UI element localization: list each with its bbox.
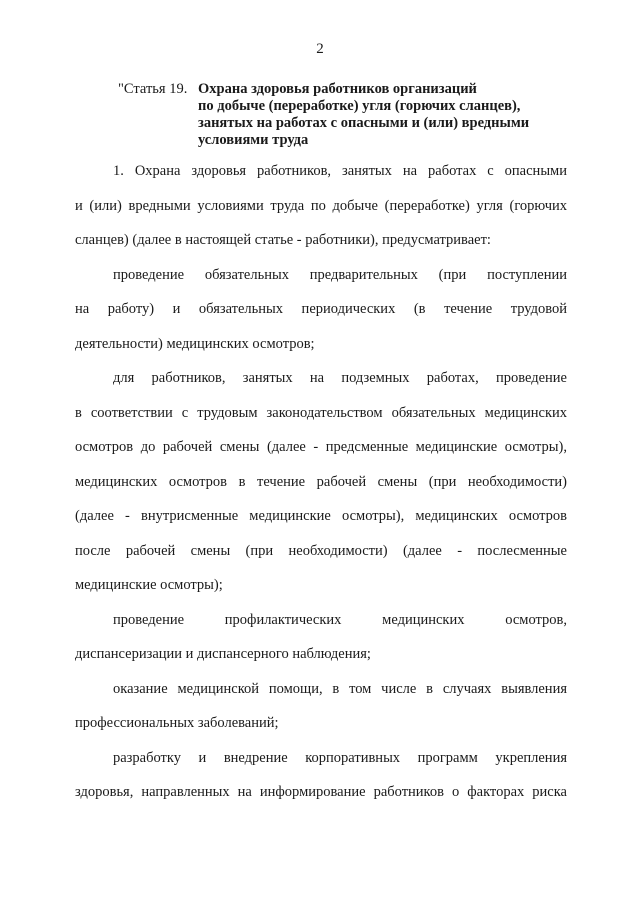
text-line: и (или) вредными условиями труда по добыче (переработке) угля (горючих	[75, 197, 567, 214]
text-line: здоровья, направленных на информирование работников о факторах риска	[75, 784, 567, 800]
text-line: после рабочей смены (при необходимости) (далее - послесменные	[75, 542, 567, 559]
paragraph	[75, 267, 567, 371]
text-line: медицинские осмотры);	[75, 577, 223, 593]
article-title	[198, 81, 588, 149]
text-line: проведение обязательных предварительных (при поступлении	[113, 266, 567, 283]
text-line: деятельности) медицинских осмотров;	[75, 335, 315, 352]
paragraph	[75, 163, 567, 267]
text-line: (далее - внутрисменные медицинские осмотры), медицинских осмотров	[75, 508, 567, 524]
text-line: для работников, занятых на подземных работах, проведение	[113, 370, 567, 386]
text-line: оказание медицинской помощи, в том числе в случаях выявления	[113, 680, 567, 697]
text-line: в соответствии с трудовым законодательством обязательных медицинских	[75, 404, 567, 421]
text-line: разработку и внедрение корпоративных программ укрепления	[113, 749, 567, 766]
text-line: медицинских осмотров в течение рабочей смены (при необходимости)	[75, 473, 567, 490]
paragraph	[75, 612, 567, 681]
article-title-line: условиями труда	[198, 132, 309, 148]
text-line: осмотров до рабочей смены (далее - предсменные медицинские осмотры),	[75, 439, 567, 455]
article-body	[75, 163, 567, 819]
paragraph	[75, 370, 567, 612]
article-label: "Статья 19.	[118, 81, 188, 97]
text-line: профессиональных заболеваний;	[75, 715, 279, 731]
text-line: на работу) и обязательных периодических (в течение трудовой	[75, 301, 567, 317]
article-title-line: занятых на работах с опасными и (или) вредными	[198, 115, 530, 131]
paragraph	[75, 750, 567, 819]
text-line: 1. Охрана здоровья работников, занятых на работах с опасными	[113, 163, 567, 179]
page-number: 2	[316, 41, 324, 57]
text-line: сланцев) (далее в настоящей статье - работники), предусматривает:	[75, 232, 491, 248]
text-line: проведение профилактических медицинских осмотров,	[113, 611, 567, 628]
article-title-line: по добыче (переработке) угля (горючих сланцев),	[198, 98, 521, 114]
article-title-line: Охрана здоровья работников организаций	[198, 81, 477, 97]
text-line: диспансеризации и диспансерного наблюдения;	[75, 646, 371, 662]
paragraph	[75, 681, 567, 750]
